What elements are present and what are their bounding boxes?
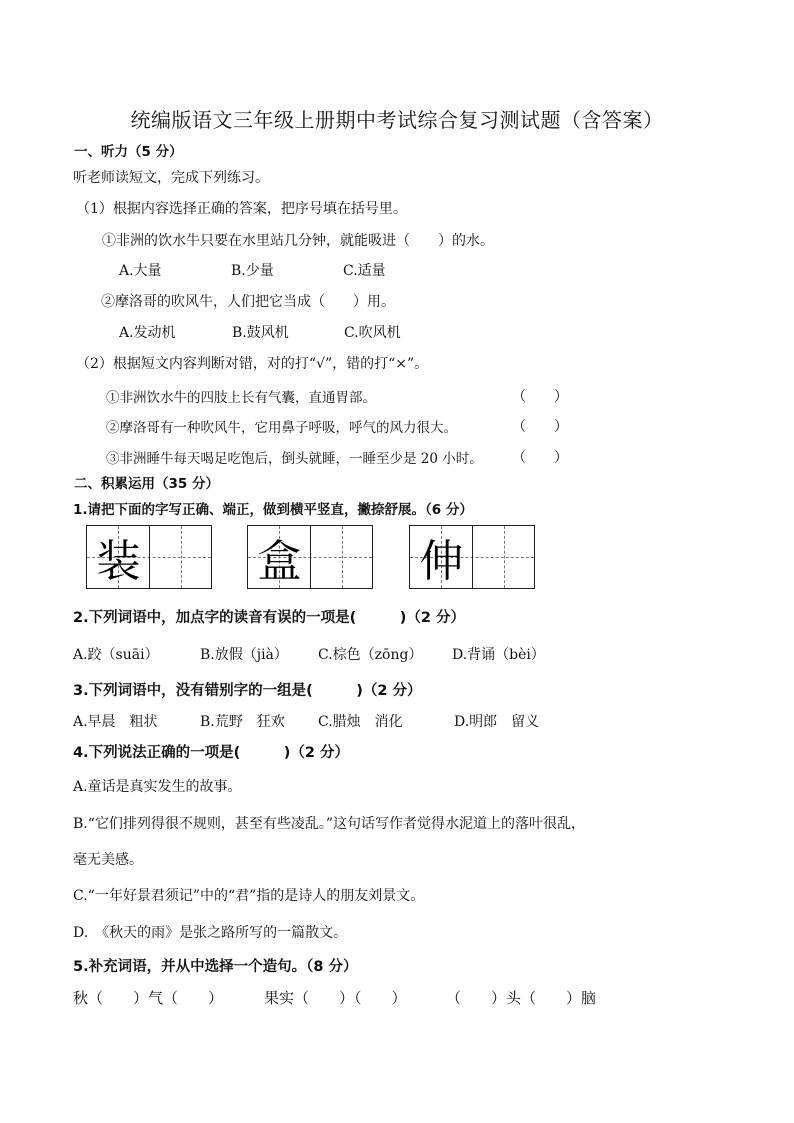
s2-q5-prompt: 5.补充词语，并从中选择一个造句。（8 分）: [73, 959, 358, 975]
s2-q5-blank-3: （ ）头（ ）脑: [446, 989, 597, 1007]
writing-character-3: 伸: [419, 536, 464, 587]
section2-heading: 二、积累运用（35 分）: [74, 476, 219, 492]
s2-q2-option-d: D.背诵（bèi）: [452, 647, 545, 663]
q1-prompt: （1）根据内容选择正确的答案，把序号填在括号里。: [76, 201, 407, 217]
s2-q4-prompt: 4.下列说法正确的一项是( )（2 分）: [73, 745, 349, 761]
section1-heading: 一、听力（5 分）: [74, 144, 183, 160]
writing-character-2: 盒: [257, 536, 302, 587]
s2-q4-option-d: D. 《秋天的雨》是张之路所写的一篇散文。: [73, 925, 348, 941]
s2-q1-prompt: 1.请把下面的字写正确、端正，做到横平竖直，撇捺舒展。（6 分）: [73, 502, 473, 518]
s2-q3-option-b: B.荒野 狂欢: [200, 714, 285, 730]
q1-item1-option-a: A.大量: [119, 263, 162, 279]
s2-q5-blank-2: 果实（ ）（ ）: [264, 989, 407, 1007]
s2-q3-option-a: A.早晨 粗状: [73, 714, 158, 730]
q1-item2-option-c: C.吹风机: [344, 325, 401, 341]
q2-prompt: （2）根据短文内容判断对错，对的打“√”，错的打“×”。: [76, 356, 429, 372]
s2-q4-option-b: B.“它们排列得很不规则，甚至有些凌乱。”这句话写作者觉得水泥道上的落叶很乱，: [73, 816, 586, 832]
writing-grid-2: [247, 525, 373, 589]
s2-q2-prompt: 2.下列词语中，加点字的读音有误的一项是( )（2 分）: [73, 610, 465, 626]
q1-item2-option-b: B.鼓风机: [232, 325, 289, 341]
s2-q4-option-b-cont: 毫无美感。: [73, 852, 143, 868]
page-title: 统编版语文三年级上册期中考试综合复习测试题（含答案）: [130, 108, 664, 132]
s2-q5-blank-1: 秋（ ）气（ ）: [73, 989, 224, 1007]
writing-character-1: 装: [96, 536, 141, 587]
q2-item-1: ①非洲饮水牛的四肢上长有气囊，直通胃部。: [106, 390, 376, 406]
s2-q3-option-d: D.明郎 留义: [454, 714, 540, 730]
q2-answer-paren-2: （ ）: [512, 419, 568, 435]
q2-item-3: ③非洲睡牛每天喝足吃饱后，倒头就睡，一睡至少是 20 小时。: [106, 451, 483, 467]
s2-q4-option-a: A.童话是真实发生的故事。: [73, 779, 242, 795]
s2-q3-prompt: 3.下列词语中，没有错别字的一组是( )（2 分）: [73, 683, 422, 699]
q2-answer-paren-3: （ ）: [512, 450, 568, 466]
s2-q3-option-c: C.腊烛 消化: [318, 714, 403, 730]
s2-q2-option-b: B.放假（jià）: [200, 647, 288, 663]
q1-item1-option-b: B.少量: [231, 263, 274, 279]
writing-grid-3: [409, 525, 535, 589]
s2-q2-option-c: C.棕色（zōng）: [318, 647, 423, 663]
q1-item2: ②摩洛哥的吹风牛，人们把它当成（ ）用。: [101, 294, 395, 310]
s2-q2-option-a: A.跤（suāi）: [73, 647, 159, 663]
q2-item-2: ②摩洛哥有一种吹风牛，它用鼻子呼吸，呼气的风力很大。: [106, 420, 457, 436]
q1-item2-option-a: A.发动机: [119, 325, 176, 341]
section1-intro: 听老师读短文，完成下列练习。: [73, 170, 269, 186]
q1-item1: ①非洲的饮水牛只要在水里站几分钟，就能吸进（ ）的水。: [102, 233, 494, 249]
q1-item1-option-c: C.适量: [343, 263, 386, 279]
s2-q4-option-c: C.“一年好景君须记”中的“君”指的是诗人的朋友刘景文。: [73, 888, 425, 904]
writing-grid-1: [86, 525, 212, 589]
q2-answer-paren-1: （ ）: [512, 389, 568, 405]
